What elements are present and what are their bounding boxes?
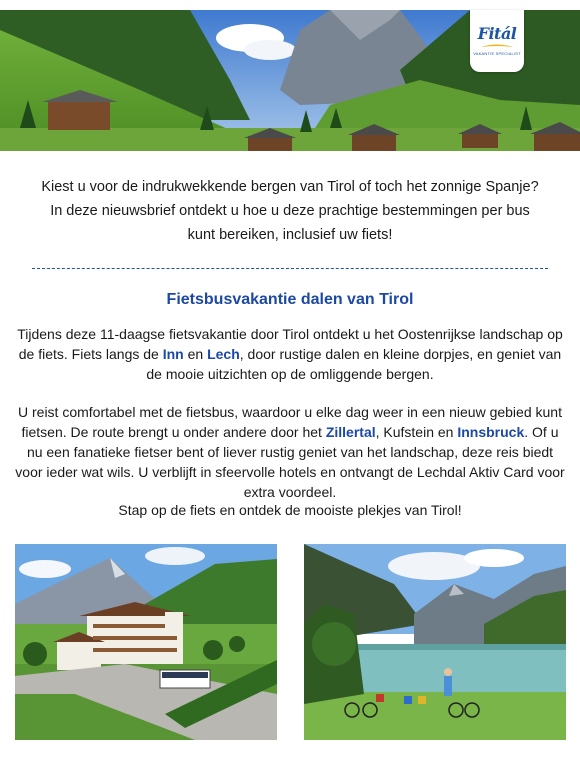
highlight-zillertal: Zillertal (325, 424, 376, 440)
highlight-inn: Inn (162, 346, 184, 362)
section-paragraph-1: Tijdens deze 11-daagse fietsvakantie door Tirol ontdekt u het Oostenrijkse landschap op de fiets. Fiets langs de Inn en Lech, door rustige dalen en kleine dorpjes, en geniet van de mooie uitzichten op de omliggende bergen. (17, 326, 563, 382)
fital-logo[interactable] (470, 10, 524, 72)
section-title: Fietsbusvakantie dalen van Tirol (166, 291, 414, 308)
logo-wordmark: Fitál (477, 24, 517, 43)
lake-cyclists-photo[interactable] (304, 544, 566, 740)
intro-text: Kiest u voor de indrukwekkende bergen van Tirol of toch het zonnige Spanje? In deze nieuwsbrief ontdekt u hoe u deze prachtige bestemmingen per bus kunt bereiken, inclusief uw fiets! (41, 179, 539, 243)
section-divider (32, 268, 548, 269)
highlight-lech: Lech (207, 346, 240, 362)
logo-swoosh-icon (480, 43, 514, 49)
section-paragraph-3: Stap op de fiets en ontdek de mooiste plekjes van Tirol! (118, 502, 462, 518)
hotel-photo[interactable] (15, 544, 277, 740)
section-paragraph-2: U reist comfortabel met de fietsbus, waardoor u elke dag weer in een nieuw gebied kunt fietsen. De route brengt u onder andere door het Zillertal, Kufstein en Innsbruck. Of u nu een fanatieke fietser bent of liever rustig geniet van het landschap, deze reis biedt voor ieder wat wils. U verblijft in sfeervolle hotels en ontvangt de Lechdal Aktiv Card voor extra voordeel. (15, 404, 565, 500)
highlight-innsbruck: Innsbruck (457, 424, 525, 440)
logo-tagline: VAKANTIE SPECIALIST (473, 51, 521, 56)
